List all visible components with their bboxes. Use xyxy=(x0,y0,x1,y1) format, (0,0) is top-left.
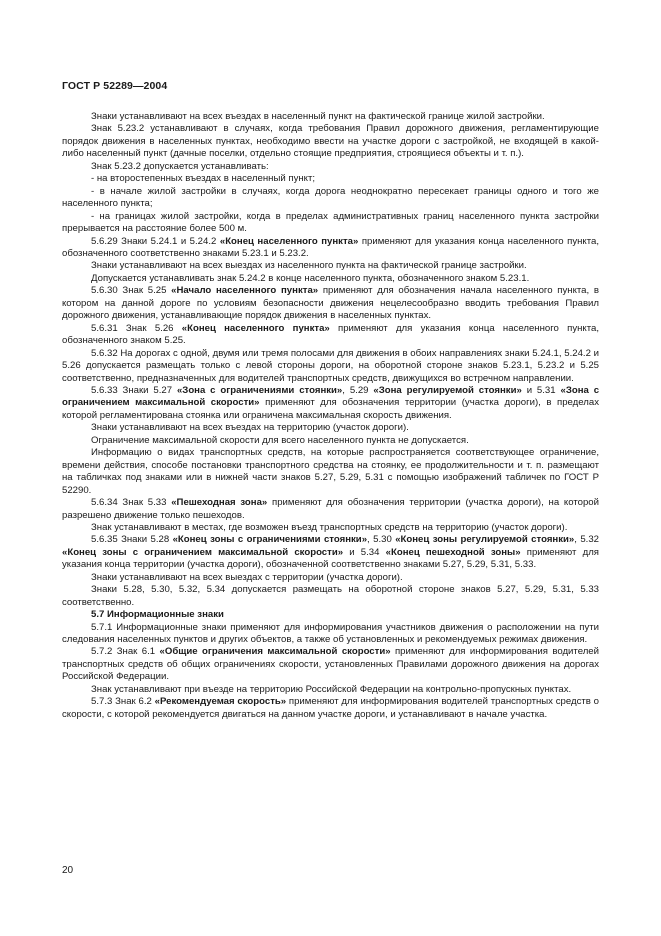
text-run: , 5.30 xyxy=(367,534,396,546)
paragraph xyxy=(62,285,599,322)
text-run: применяют для обозначения начала населенного пункта, в котором на данной дороге по условиям безопасности движения нецелесообразно вводить требования Правил дорожного движения, устанавливающие порядок движения в населенных пунктах. xyxy=(62,285,600,322)
paragraph xyxy=(62,622,599,647)
text-run: - в начале жилой застройки в случаях, когда дорога неоднократно пересекает границы одного и того же населенного пункта; xyxy=(62,185,599,210)
paragraph xyxy=(62,323,599,348)
text-run: Знак устанавливают при въезде на территорию Российской Федерации на контрольно-пропускных пунктах. xyxy=(91,683,572,695)
text-run: Информацию о видах транспортных средств, на которые распространяется соответствующее ограничение, времени действия, способе постановки транспортного средства на стоянку, ее продолжительности и т. п. размещают на табличках под знаками или в нижней части знаков 5.27, 5.29, 5.31 с помощью изображений табличек по ГОСТ Р 52290. xyxy=(62,447,599,496)
text-run: 5.6.29 Знаки 5.24.1 и 5.24.2 xyxy=(91,235,220,247)
paragraph xyxy=(62,123,599,160)
bold-term: «Начало населенного пункта» xyxy=(171,285,319,297)
bold-term: 5.7 Информационные знаки xyxy=(91,609,224,621)
text-run: применяют для обозначения территории (участка дороги), на которой разрешено движение только пешеходов. xyxy=(62,497,599,521)
bold-term: «Конец населенного пункта» xyxy=(219,235,359,247)
bold-term: «Пешеходная зона» xyxy=(171,497,268,509)
paragraph xyxy=(62,447,599,497)
text-run: 5.7.1 Информационные знаки применяют для информирования участников движения о расположении на пути следования населенных пунктов и других объектов, а также об установленных и рекомендуемых режимах движения. xyxy=(62,621,599,646)
text-run: применяют для указания конца территории (участка дороги), обозначенной соответственно знаками 5.27, 5.29, 5.31, 5.33. xyxy=(62,546,599,571)
paragraph xyxy=(62,584,599,609)
paragraph xyxy=(62,422,599,434)
section-heading xyxy=(62,609,599,621)
document-header: ГОСТ Р 52289—2004 xyxy=(62,80,168,92)
paragraph xyxy=(62,236,599,261)
paragraph xyxy=(62,348,599,385)
bold-term: «Общие ограничения максимальной скорости» xyxy=(159,646,391,658)
paragraph xyxy=(62,646,599,683)
text-run: и 5.34 xyxy=(343,546,386,558)
paragraph xyxy=(62,572,599,584)
text-run: , 5.29 xyxy=(342,384,374,396)
text-run: Допускается устанавливать знак 5.24.2 в конце населенного пункта, обозначенного знаком 5.23.1. xyxy=(91,272,530,284)
text-run: Ограничение максимальной скорости для всего населенного пункта не допускается. xyxy=(91,434,469,446)
text-run: применяют для указания конца населенного пункта, обозначенного знаком 5.25. xyxy=(62,322,600,347)
text-run: Знаки устанавливают на всех въездах на территорию (участок дороги). xyxy=(91,422,409,434)
paragraph xyxy=(62,186,599,211)
paragraph xyxy=(62,696,599,721)
paragraph xyxy=(62,534,599,571)
text-run: Знаки устанавливают на всех выездах из населенного пункта на фактической границе застройки. xyxy=(91,260,527,272)
text-run: 5.6.30 Знак 5.25 xyxy=(91,285,172,297)
text-run: и 5.31 xyxy=(521,384,561,396)
text-run: 5.6.34 Знак 5.33 xyxy=(91,497,172,509)
paragraph xyxy=(62,260,599,272)
bold-term: «Конец зоны с ограничениями стоянки» xyxy=(172,534,368,546)
text-run: применяют для указания конца населенного пункта, обозначенного соответственно знаками 5.23.1 и 5.23.2. xyxy=(62,235,600,259)
text-run: Знак 5.23.2 допускается устанавливать: xyxy=(91,160,269,172)
text-run: - на границах жилой застройки, когда в пределах административных границ населенного пункта застройки прерывается на расстояние более 500 м. xyxy=(62,210,599,235)
paragraph xyxy=(62,385,599,422)
paragraph xyxy=(62,173,599,185)
paragraph xyxy=(62,211,599,236)
paragraph xyxy=(62,111,599,123)
text-run: 5.6.35 Знаки 5.28 xyxy=(91,534,173,546)
bold-term: «Конец населенного пункта» xyxy=(181,322,330,334)
paragraph xyxy=(62,273,599,285)
text-run: Знаки 5.28, 5.30, 5.32, 5.34 допускается размещать на оборотной стороне знаков 5.27, 5.29, 5.31, 5.33 соответственно. xyxy=(62,584,599,608)
text-run: применяют для обозначения территории (участка дороги), в пределах которой регламентирована стоянка или ограничена максимальная скорость движения. xyxy=(62,397,599,421)
text-run: применяют для информирования водителей транспортных средств об общих ограничениях скорости, установленных Правилами дорожного движения на дорогах Российской Федерации. xyxy=(62,646,600,683)
text-run: 5.7.2 Знак 6.1 xyxy=(91,646,160,658)
bold-term: «Конец зоны регулируемой стоянки» xyxy=(395,534,575,546)
paragraph xyxy=(62,497,599,522)
paragraph xyxy=(62,684,599,696)
paragraph xyxy=(62,161,599,173)
text-run: Знаки устанавливают на всех въездах в населенный пункт на фактической границе жилой застройки. xyxy=(91,111,545,122)
bold-term: «Зона с ограничением максимальной скорости» xyxy=(62,384,600,409)
text-run: 5.7.3 Знак 6.2 xyxy=(91,696,155,708)
text-run: Знаки устанавливают на всех выездах с территории (участка дороги). xyxy=(91,571,403,583)
text-run: , 5.32 xyxy=(574,534,600,546)
text-run: - на второстепенных въездах в населенный пункт; xyxy=(91,173,316,185)
bold-term: «Конец пешеходной зоны» xyxy=(385,546,521,558)
text-run: 5.6.32 На дорогах с одной, двумя или тремя полосами для движения в обоих направлениях знаки 5.24.1, 5.24.2 и 5.26 допускается размещать только с левой стороны дороги, на оборотной стороне знаков 5.23.1, 5.23.2 и 5.25 соответственно, предназначенных для водителей транспортных средств, движущихся во встречном направлении. xyxy=(62,347,599,384)
bold-term: «Конец зоны с ограничением максимальной скорости» xyxy=(62,546,344,558)
text-run: Знак устанавливают в местах, где возможен въезд транспортных средств на территорию (участок дороги). xyxy=(91,521,568,533)
document-body xyxy=(62,111,599,721)
bold-term: «Зона регулируемой стоянки» xyxy=(373,384,522,396)
bold-term: «Зона с ограничениями стоянки» xyxy=(176,384,343,396)
text-run: применяют для информирования водителей транспортных средств о скорости, с которой рекомендуется двигаться на данном участке дороги, и устанавливают в начале участка. xyxy=(62,696,599,720)
text-run: 5.6.33 Знаки 5.27 xyxy=(91,384,177,396)
text-run: 5.6.31 Знак 5.26 xyxy=(91,322,182,334)
bold-term: «Рекомендуемая скорость» xyxy=(154,696,287,708)
paragraph xyxy=(62,435,599,447)
paragraph xyxy=(62,522,599,534)
page-number: 20 xyxy=(62,865,74,876)
text-run: Знак 5.23.2 устанавливают в случаях, когда требования Правил дорожного движения, регламентирующие порядок движения в населенных пунктах, необходимо ввести на участке дороги с застройкой, не входящей в какой-либо населенный пункт (дачные поселки, отдельно стоящие предприятия, строящиеся объекты и т. п.). xyxy=(62,123,599,160)
